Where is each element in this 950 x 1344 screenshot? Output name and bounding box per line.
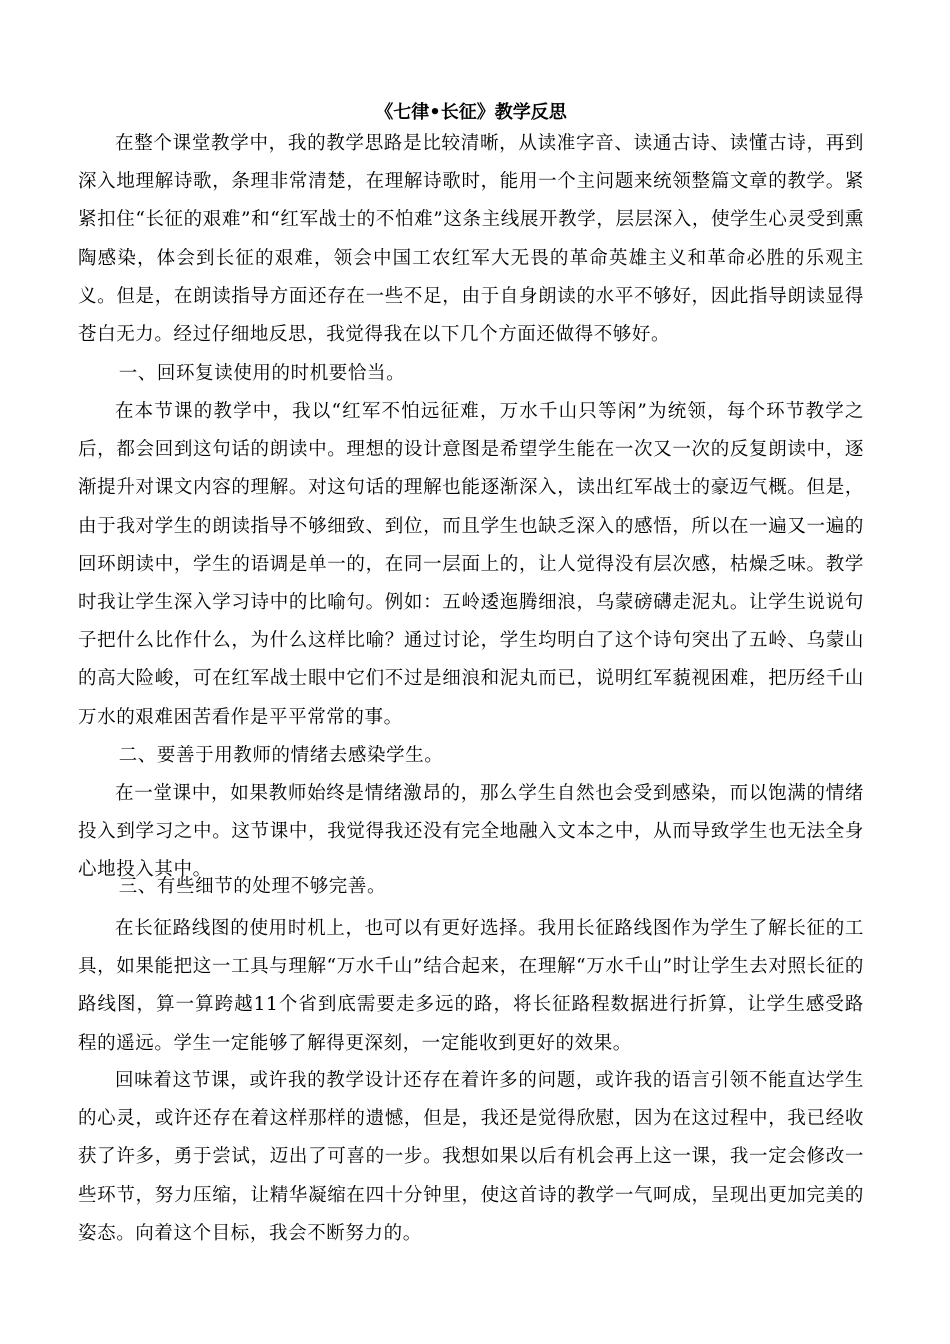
paragraph-section-2: 在一堂课中，如果教师始终是情绪激昂的，那么学生自然也会受到感染，而以饱满的情绪投入到学习之中。这节课中，我觉得我还没有完全地融入文本之中，从而导致学生也无法全身心地投入其中。 (78, 783, 864, 881)
document-title: 《七律•长征》教学反思 (375, 102, 567, 123)
paragraph-section-1: 在本节课的教学中，我以“红军不怕远征难，万水千山只等闲”为统领，每个环节教学之后，都会回到这句话的朗读中。理想的设计意图是希望学生能在一次又一次的反复朗读中，逐渐提升对课文内容的理解。对这句话的理解也能逐渐深入，读出红军战士的豪迈气概。但是，由于我对学生的朗读指导不够细致、到位，而且学生也缺乏深入的感悟，所以在一遍又一遍的回环朗读中，学生的语调是单一的，在同一层面上的，让人觉得没有层次感，枯燥乏味。教学时我让学生深入学习诗中的比喻句。例如：五岭逶迤腾细浪，乌蒙磅礴走泥丸。让学生说说句子把什么比作什么，为什么这样比喻？通过讨论，学生均明白了这个诗句突出了五岭、乌蒙山的高大险峻，可在红军战士眼中它们不过是细浪和泥丸而已，说明红军藐视困难，把历经千山万水的艰难困苦看作是平平常常的事。 (78, 401, 864, 728)
paragraph-conclusion: 回味着这节课，或许我的教学设计还存在着许多的问题，或许我的语言引领不能直达学生的心灵，或许还存在着这样那样的遗憾，但是，我还是觉得欣慰，因为在这过程中，我已经收获了许多，勇于尝试，迈出了可喜的一步。我想如果以后有机会再上这一课，我一定会修改一些环节，努力压缩，让精华凝缩在四十分钟里，使这首诗的教学一气呵成，呈现出更加完美的姿态。向着这个目标，我会不断努力的。 (78, 1070, 864, 1244)
paragraph-intro: 在整个课堂教学中，我的教学思路是比较清晰，从读准字音、读通古诗、读懂古诗，再到深入地理解诗歌，条理非常清楚，在理解诗歌时，能用一个主问题来统领整篇文章的教学。紧紧扣住“长征的艰难”和“红军战士的不怕难”这条主线展开教学，层层深入，使学生心灵受到熏陶感染，体会到长征的艰难，领会中国工农红军大无畏的革命英雄主义和革命必胜的乐观主义。但是，在朗读指导方面还存在一些不足，由于自身朗读的水平不够好，因此指导朗读显得苍白无力。经过仔细地反思，我觉得我在以下几个方面还做得不够好。 (78, 133, 864, 346)
paragraph-section-3: 在长征路线图的使用时机上，也可以有更好选择。我用长征路线图作为学生了解长征的工具，如果能把这一工具与理解“万水千山”结合起来，在理解“万水千山”时让学生去对照长征的路线图，算一算跨越11个省到底需要走多远的路，将长征路程数据进行折算，让学生感受路程的遥远。学生一定能够了解得更深刻，一定能收到更好的效果。 (78, 918, 864, 1054)
section-heading-1: 一、回环复读使用的时机要恰当。 (118, 363, 406, 384)
section-heading-3: 三、有些细节的处理不够完善。 (118, 876, 387, 897)
section-heading-2: 二、要善于用教师的情绪去感染学生。 (118, 745, 444, 766)
